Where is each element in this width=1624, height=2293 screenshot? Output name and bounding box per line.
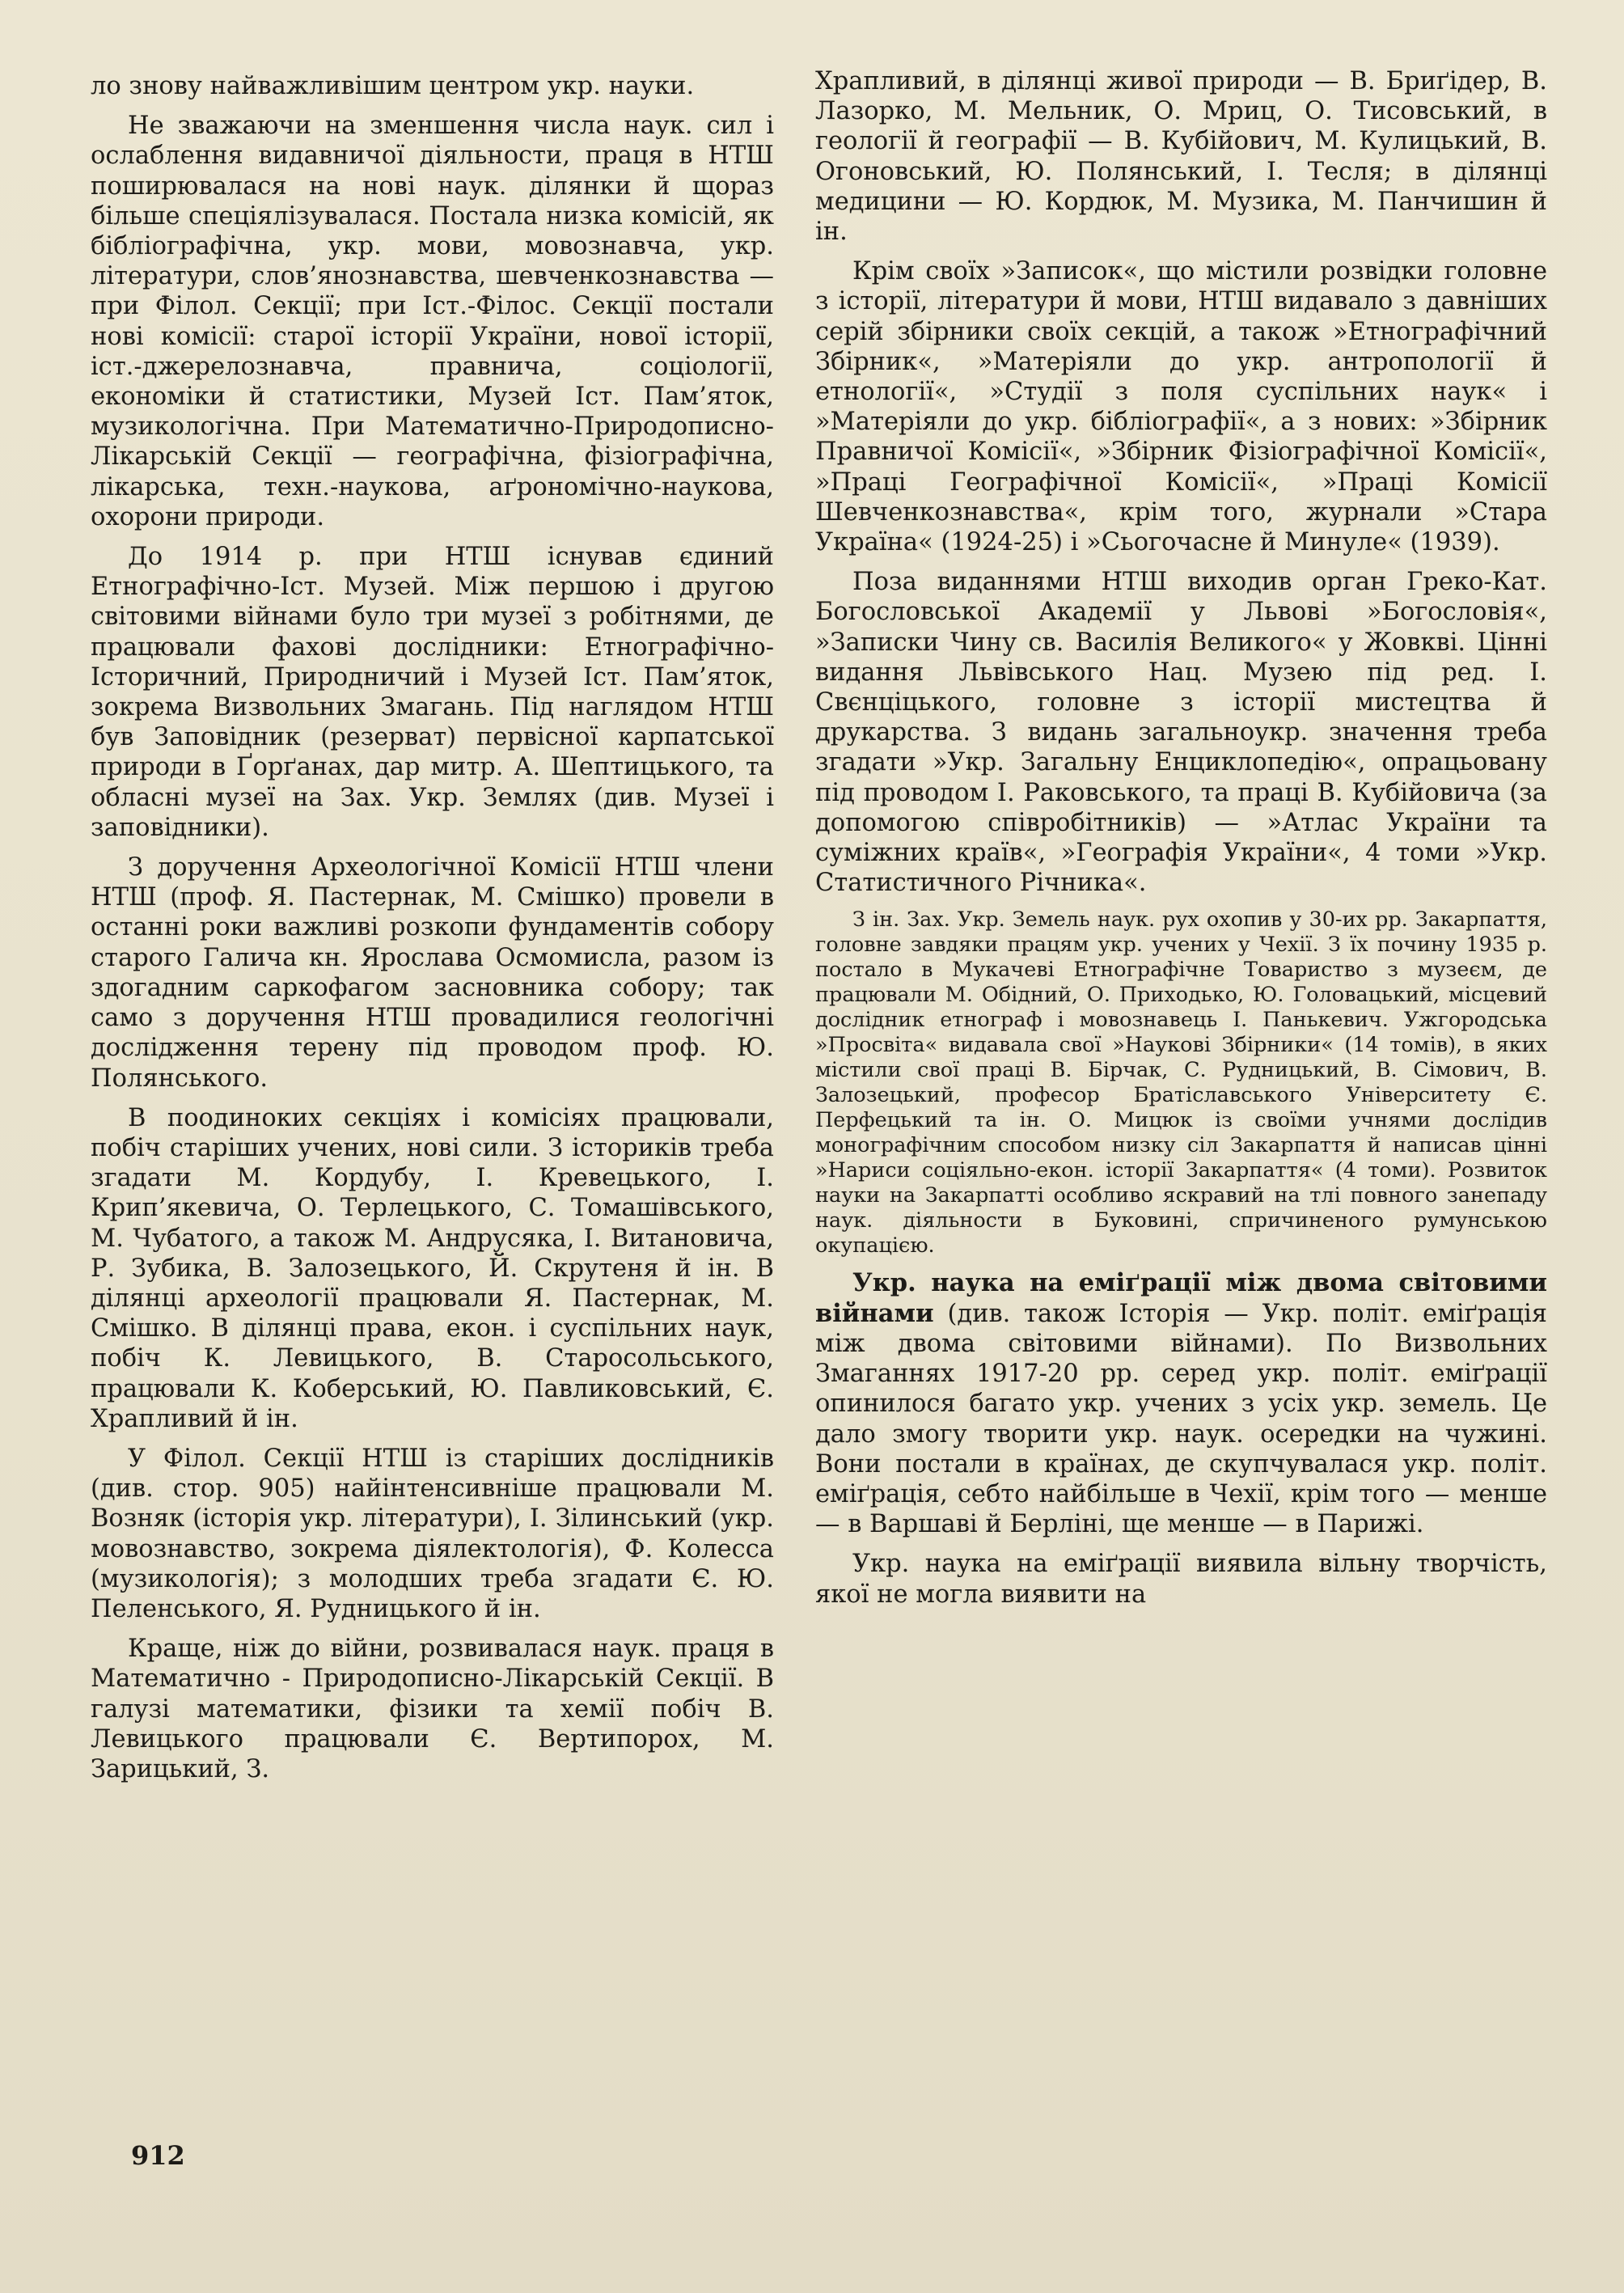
paragraph: До 1914 р. при НТШ існував єдиний Етнографічно-Іст. Музей. Між першою і другою світовими війнами було три музеї з робітнями, де працювали фахові дослідники: Етнографічно-Історичний, Природничий і Музей Іст. Пам’яток, зокрема Визвольних Змагань. Під наглядом НТШ був Заповідник (резерват) первісної карпатської природи в Ґорґанах, дар митр. А. Шептицького, та обласні музеї на Зах. Укр. Землях (див. Музеї і заповідники). xyxy=(91,543,774,842)
paragraph: В поодиноких секціях і комісіях працювали, побіч старіших учених, нові сили. З істориків треба згадати М. Кордубу, І. Кревецького, І. Крип’якевича, О. Терлецького, С. Томашівського, М. Чубатого, а також М. Андрусяка, І. Витановича, Р. Зубика, В. Залозецького, Й. Скрутеня й ін. В ділянці археології працювали Я. Пастернак, М. Смішко. В ділянці права, екон. і суспільних наук, побіч К. Левицького, В. Старосольського, працювали К. Коберський, Ю. Павликовський, Є. Храпливий й ін. xyxy=(91,1103,774,1433)
page-number: 912 xyxy=(131,2140,185,2171)
small-print-paragraph: З ін. Зах. Укр. Земель наук. рух охопив у 30-их рр. Закарпаття, головне завдяки працям укр. учених у Чехії. З їх почину 1935 р. постало в Мукачеві Етнографічне Товариство з музеєм, де працювали М. Обідний, О. Приходько, Ю. Головацький, місцевий дослідник етнограф і мовознавець І. Панькевич. Ужгородська »Просвіта« видавала свої »Наукові Збірники« (14 томів), в яких містили свої праці В. Бірчак, С. Рудницький, В. Сімович, В. Залозецький, професор Братіславського Університету Є. Перфецький та ін. О. Мицюк із своїми учнями дослідив монографічним способом низку сіл Закарпаття й написав цінні »Нариси соціяльно-екон. історії Закарпаття« (4 томи). Розвиток науки на Закарпатті особливо яскравий на тлі повного занепаду наук. діяльности в Буковині, спричиненого румунською окупацією. xyxy=(815,907,1547,1259)
paragraph: ло знову найважливішим центром укр. науки. xyxy=(91,72,695,100)
paragraph: Поза виданнями НТШ виходив орган Греко-Кат. Богословської Академії у Львові »Богословія«, »Записки Чину св. Василія Великого« у Жовкві. Цінні видання Львівського Нац. Музею під ред. І. Свєнціцького, головне з історії мистецтва й друкарства. З видань загальноукр. значення треба згадати »Укр. Загальну Енциклопедію«, опрацьовану під проводом І. Раковського, та праці В. Кубійовича (за допомогою співробітників) — »Атлас України та суміжних країв«, »Географія України«, 4 томи »Укр. Статистичного Річника«. xyxy=(815,568,1547,898)
paragraph: Укр. наука на еміґрації виявила вільну творчість, якої не могла виявити на xyxy=(815,1550,1547,1609)
paragraph: Краще, ніж до війни, розвивалася наук. праця в Математично - Природописно-Лікарській Секції. В галузі математики, фізики та хемії побіч В. Левицького працювали Є. Вертипорох, М. Зарицький, З. xyxy=(91,1635,774,1783)
paragraph: З доручення Археологічної Комісії НТШ члени НТШ (проф. Я. Пастернак, М. Смішко) провели в останні роки важливі розкопи фундаментів собору старого Галича кн. Ярослава Осмомисла, разом із здогадним саркофагом засновника собору; так само з доручення НТШ провадилися геологічні дослідження терену під проводом проф. Ю. Полянського. xyxy=(91,853,774,1093)
paragraph-text: (див. також Історія — Укр. політ. еміґрація між двома світовими війнами). По Визвольних Змаганнях 1917-20 рр. серед укр. політ. еміґрації опинилося багато укр. учених з усіх укр. земель. Це дало змогу творити укр. наук. осередки на чужині. Вони постали в країнах, де скупчувалася укр. політ. еміґрація, себто найбільше в Чехії, крім того — менше — в Варшаві й Берліні, ще менше — в Парижі. xyxy=(815,1299,1547,1539)
left-column xyxy=(91,71,774,1794)
paragraph: Не зважаючи на зменшення числа наук. сил і ослаблення видавничої діяльности, праця в НТШ поширювалася на нові наук. ділянки й щораз більше спеціялізувалася. Постала низка комісій, як бібліографічна, укр. мови, мовознавча, укр. літератури, слов’янознавства, шевченкознавства — при Філол. Секції; при Іст.-Філос. Секції постали нові комісії: старої історії України, нової історії, іст.-джерелознавча, правнича, соціології, економіки й статистики, Музей Іст. Пам’яток, музикологічна. При Математично-Природописно-Лікарській Секції — географічна, фізіографічна, лікарська, техн.-наукова, аґрономічно-наукова, охорони природи. xyxy=(91,112,774,531)
paragraph: Храпливий, в ділянці живої природи — В. Бриґідер, В. Лазорко, М. Мельник, О. Мриц, О. Тисовський, в геології й географії — В. Кубійович, М. Кулицький, В. Огоновський, Ю. Полянський, І. Тесля; в ділянці медицини — Ю. Кордюк, М. Музика, М. Панчишин й ін. xyxy=(815,67,1547,247)
right-column xyxy=(815,66,1547,1619)
section-heading: Укр. наука на еміґрації між двома світовими війнами xyxy=(815,1268,1547,1328)
paragraph: У Філол. Секції НТШ із старіших дослідників (див. стор. 905) найінтенсивніше працювали М. Возняк (історія укр. літератури), І. Зілинський (укр. мовознавство, зокрема діялектологія), Ф. Колесса (музикологія); з молодших треба згадати Є. Ю. Пеленського, Я. Рудницького й ін. xyxy=(91,1444,774,1623)
paragraph: Крім своїх »Записок«, що містили розвідки головне з історії, літератури й мови, НТШ видавало з давніших серій збірники своїх секцій, а також »Етнографічний Збірник«, »Матеріяли до укр. антропології й етнології«, »Студії з поля суспільних наук« і »Матеріяли до укр. бібліографії«, а з нових: »Збірник Правничої Комісії«, »Збірник Фізіографічної Комісії«, »Праці Географічної Комісії«, »Праці Комісії Шевченкознавства«, крім того, журнали »Стара Україна« (1924-25) і »Сьогочасне й Минуле« (1939). xyxy=(815,257,1547,557)
section-paragraph xyxy=(815,1268,1547,1539)
